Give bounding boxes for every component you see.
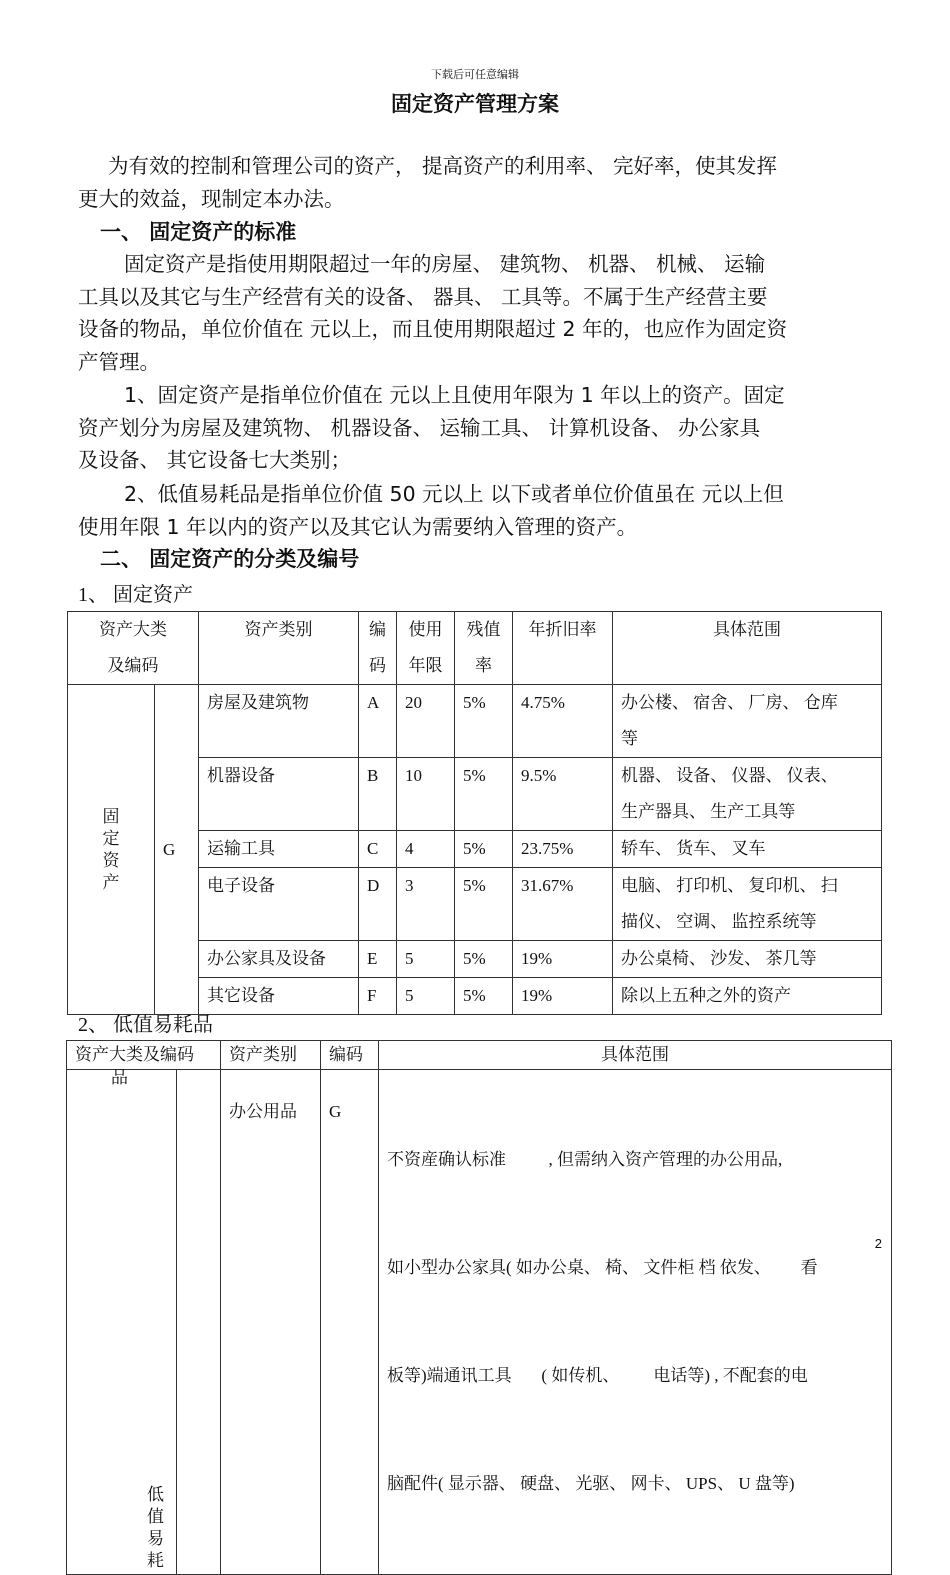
depr-cell: 9.5% [513,758,613,831]
code-cell: B [359,758,397,831]
section1-heading: 一、 固定资产的标准 [100,220,297,244]
depr-cell: 19% [513,941,613,978]
scope-cell: 机器、 设备、 仪器、 仪表、 生产器具、 生产工具等 [613,758,882,831]
group-name-vertical: 低 值 易 耗 [147,1485,164,1570]
page-number: 2 [874,1236,882,1251]
group-name-cell [67,1070,177,1575]
header-code: 编码 [321,1041,379,1070]
group-name-cell: 固 定 资 产 [68,685,155,1015]
scope-cell: 不资産确认标准 , 但需纳入资产管理的办公用品, 如小型办公家具( 如办公桌、 椅、 文件柜 档 依发、 看 板等)端通讯工具 ( 如传机、 电话等) , 不配套的电 脑配件( 显示器、 硬盘、 光驱、 网卡、 UPS、 U 盘等) [379,1070,892,1575]
life-cell: 10 [397,758,455,831]
residual-cell: 5% [455,941,513,978]
depr-cell: 19% [513,978,613,1015]
life-cell: 4 [397,831,455,868]
header-code: 编 码 [359,612,397,685]
subsection-low-value-items: 2、 低值易耗品 [78,1014,213,1036]
type-cell: 房屋及建筑物 [199,685,359,758]
header-category: 资产大类及编码 [67,1041,221,1070]
life-cell: 3 [397,868,455,941]
header-type: 资产类别 [221,1041,321,1070]
intro-paragraph [78,150,878,215]
para-line: 2、低值易耗品是指单位价值 50 元以上 以下或者单位价值虽在 元以上但 [124,482,784,506]
code-cell: F [359,978,397,1015]
scope-cell: 办公桌椅、 沙发、 茶几等 [613,941,882,978]
code-cell: A [359,685,397,758]
low-value-items-table [66,1040,892,1575]
header-life: 使用 年限 [397,612,455,685]
header-category: 资产大类 及编码 [68,612,199,685]
residual-cell: 5% [455,758,513,831]
header-scope: 具体范围 [613,612,882,685]
code-cell: C [359,831,397,868]
para-line: 固定资产是指使用期限超过一年的房屋、 建筑物、 机器、 机械、 运输 [124,252,766,276]
type-cell: 其它设备 [199,978,359,1015]
top-note: 下载后可任意编辑 [431,69,519,81]
depr-cell: 31.67% [513,868,613,941]
type-cell: 办公用品 [221,1070,321,1575]
section2-heading: 二、 固定资产的分类及编号 [100,547,360,571]
life-cell: 5 [397,978,455,1015]
section1-paragraph1 [78,248,878,378]
section1-paragraph2 [78,379,878,477]
scope-cell: 办公楼、 宿舍、 厂房、 仓库 等 [613,685,882,758]
para-line: 设备的物品，单位价值在 元以上，而且使用期限超过 2 年的，也应作为固定资 [78,317,788,341]
header-scope: 具体范围 [379,1041,892,1070]
intro-line: 更大的效益，现制定本办法。 [78,186,345,211]
scope-cell: 轿车、 货车、 叉车 [613,831,882,868]
depr-cell: 4.75% [513,685,613,758]
para-line: 使用年限 1 年以内的资产以及其它认为需要纳入管理的资产。 [78,514,638,539]
fixed-assets-table [67,611,882,1015]
table-row [68,685,882,758]
header-residual: 残值 率 [455,612,513,685]
scope-cell: 除以上五种之外的资产 [613,978,882,1015]
para-line: 产管理。 [78,349,160,374]
code-cell: G [321,1070,379,1575]
document-title: 固定资产管理方案 [391,92,559,116]
para-line: 1、固定资产是指单位价值在 元以上且使用年限为 1 年以上的资产。固定 [124,383,785,407]
header-depreciation: 年折旧率 [513,612,613,685]
code-cell: E [359,941,397,978]
code-cell: D [359,868,397,941]
para-line: 工具以及其它与生产经营有关的设备、 器具、 工具等。不属于生产经营主要 [78,284,768,309]
table-header-row [67,1041,892,1070]
table-header-row [68,612,882,685]
group-code-cell [177,1070,221,1575]
scope-cell: 电脑、 打印机、 复印机、 扫 描仪、 空调、 监控系统等 [613,868,882,941]
type-cell: 机器设备 [199,758,359,831]
para-line: 及设备、 其它设备七大类别； [78,448,352,472]
group-top-char: 品 [111,1068,128,1087]
life-cell: 20 [397,685,455,758]
type-cell: 电子设备 [199,868,359,941]
residual-cell: 5% [455,831,513,868]
type-cell: 办公家具及设备 [199,941,359,978]
subsection-fixed-assets: 1、 固定资产 [78,584,193,606]
intro-line: 为有效的控制和管理公司的资产， 提高资产的利用率、 完好率，使其发挥 [108,154,778,178]
residual-cell: 5% [455,978,513,1015]
group-code-cell: G [155,685,199,1015]
life-cell: 5 [397,941,455,978]
para-line: 资产划分为房屋及建筑物、 机器设备、 运输工具、 计算机设备、 办公家具 [78,415,761,440]
type-cell: 运输工具 [199,831,359,868]
residual-cell: 5% [455,868,513,941]
table-row [67,1070,892,1575]
depr-cell: 23.75% [513,831,613,868]
section1-paragraph3 [78,478,878,543]
header-type: 资产类别 [199,612,359,685]
residual-cell: 5% [455,685,513,758]
